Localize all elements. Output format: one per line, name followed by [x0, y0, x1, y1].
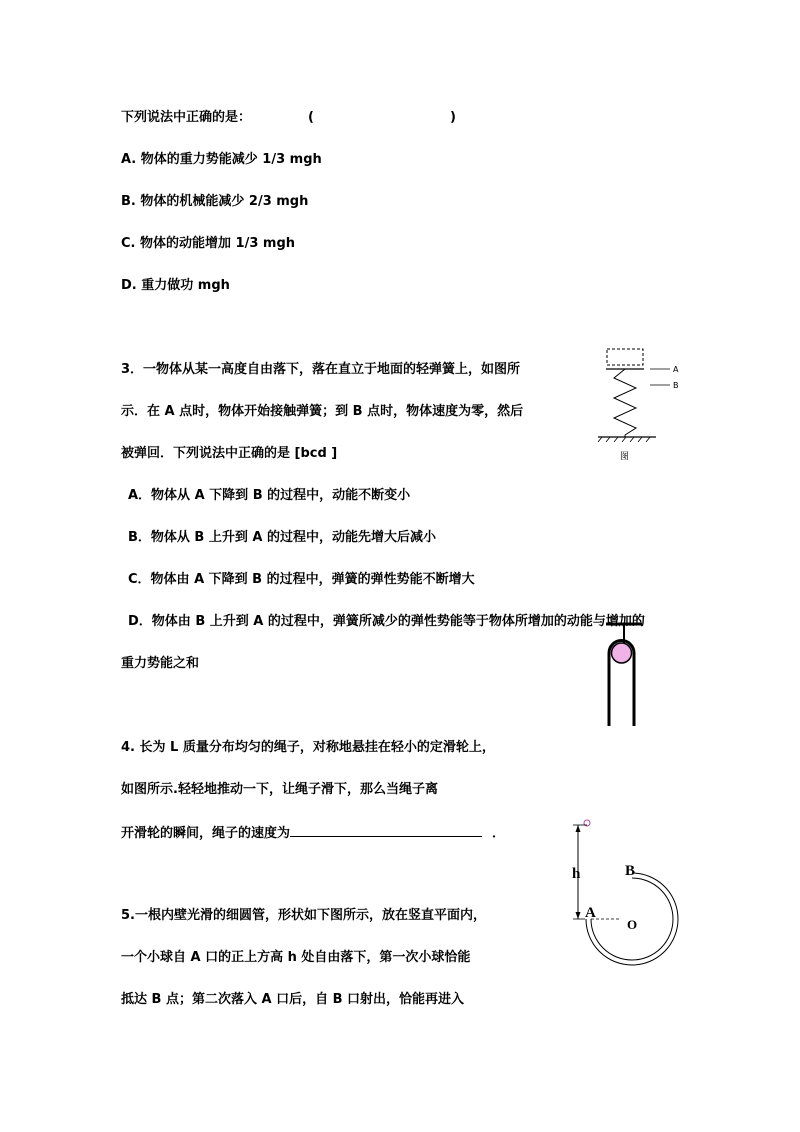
q3-line-2: 示．在 A 点时，物体开始接触弹簧；到 B 点时，物体速度为零，然后: [121, 404, 524, 419]
q2-paren-close: ): [450, 110, 456, 125]
q4-line-3-before: 开滑轮的瞬间，绳子的速度为: [121, 826, 291, 841]
answer-blank[interactable]: [290, 824, 482, 837]
q3-line-3: 被弹回．下列说法中正确的是 [bcd ]: [121, 446, 338, 461]
label-b: B: [625, 863, 636, 879]
label-a: A: [585, 905, 596, 921]
q2-paren-open: (: [308, 110, 314, 125]
q3-option-a: A．物体从 A 下降到 B 的过程中，动能不断变小: [128, 488, 411, 503]
q4-line-3-after: ．: [492, 826, 506, 841]
spring-label-a: A: [673, 365, 679, 374]
q2-option-b: B. 物体的机械能减少 2/3 mgh: [121, 194, 309, 209]
q4-line-1: 4. 长为 L 质量分布均匀的绳子，对称地悬挂在轻小的定滑轮上，: [121, 740, 495, 755]
q3-option-c: C．物体由 A 下降到 B 的过程中，弹簧的弹性势能不断增大: [128, 572, 475, 587]
q3-option-b: B．物体从 B 上升到 A 的过程中，动能先增大后减小: [128, 530, 436, 545]
q2-option-a: A. 物体的重力势能减少 1/3 mgh: [121, 152, 322, 167]
q5-line-1: 5.一根内壁光滑的细圆管，形状如下图所示，放在竖直平面内，: [121, 908, 486, 923]
spring-block: [607, 349, 643, 365]
q3-option-d: D．物体由 B 上升到 A 的过程中，弹簧所减少的弹性势能等于物体所增加的动能与增加的: [128, 614, 645, 629]
q4-line-3: [121, 824, 505, 842]
pulley-wheel: [612, 643, 632, 663]
q2-option-c: C. 物体的动能增加 1/3 mgh: [121, 236, 296, 251]
spring-figure: [590, 342, 690, 467]
label-h: h: [572, 866, 581, 882]
q5-line-2: 一个小球自 A 口的正上方高 h 处自由落下，第一次小球恰能: [121, 950, 471, 965]
spring-coil: [614, 369, 636, 435]
q2-option-d: D. 重力做功 mgh: [121, 278, 230, 293]
q2-stem: [121, 110, 251, 126]
q3-line-last: 重力势能之和: [121, 656, 200, 671]
q4-line-2: 如图所示.轻轻地推动一下，让绳子滑下，那么当绳子离: [121, 782, 438, 797]
spring-label-b: B: [673, 381, 679, 390]
tube-figure: [565, 815, 675, 970]
spring-caption: 图: [620, 452, 630, 462]
q5-line-3: 抵达 B 点；第二次落入 A 口后，自 B 口射出，恰能再进入: [121, 992, 465, 1007]
pulley-figure: [598, 616, 648, 726]
q2-stem-text: 下列说法中正确的是：: [121, 110, 252, 125]
label-o: O: [627, 917, 638, 932]
q3-line-1: 3．一物体从某一高度自由落下，落在直立于地面的轻弹簧上，如图所: [121, 362, 521, 377]
